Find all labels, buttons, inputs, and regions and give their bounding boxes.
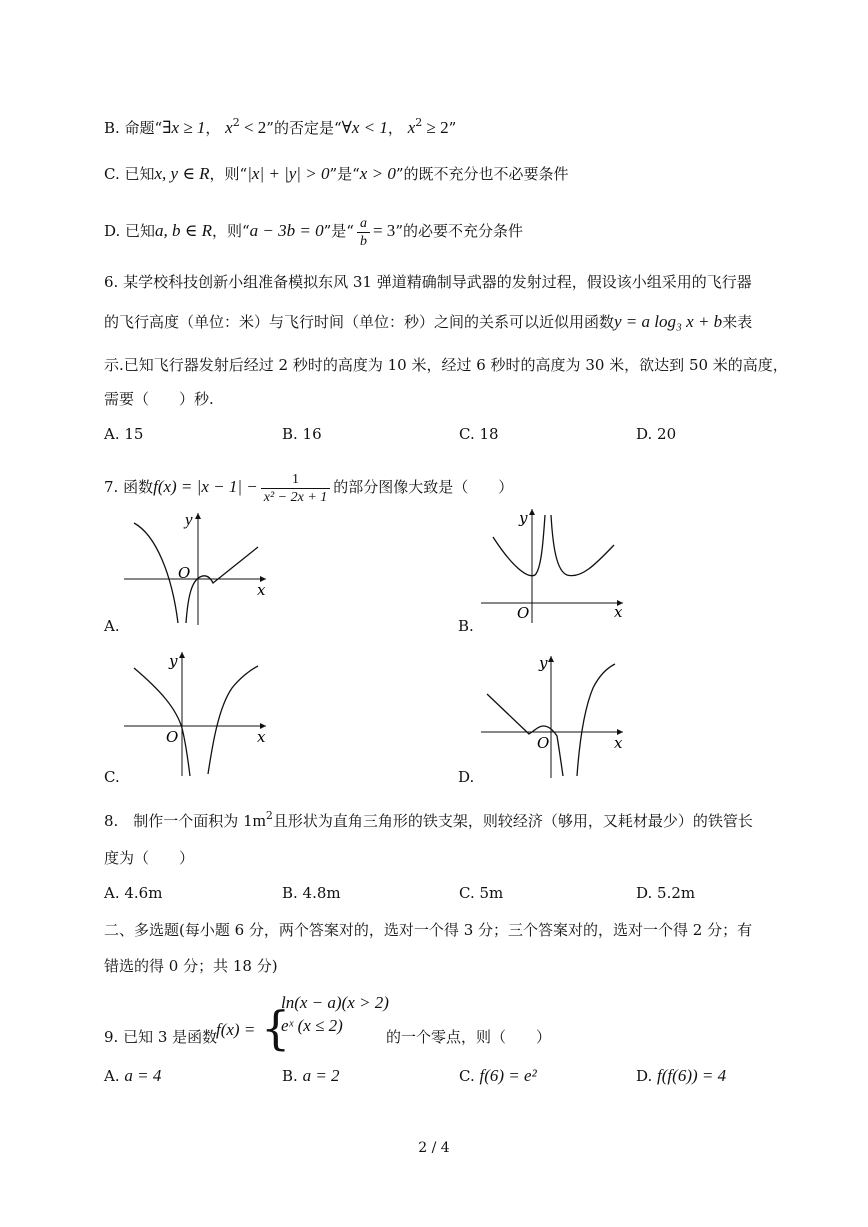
- q9-case1: ln(x − a)(x > 2): [281, 993, 389, 1012]
- q8-option-a: A. 4.6m: [104, 884, 163, 902]
- x-axis-label: x: [257, 728, 266, 746]
- graph-d-label: D.: [458, 768, 475, 786]
- x-axis-label: x: [257, 581, 266, 599]
- origin-label: O: [537, 734, 550, 752]
- q6-text-line3: 示.已知飞行器发射后经过 2 秒时的高度为 10 米，经过 6 秒时的高度为 30 米，欲达到 50 米的高度，: [104, 356, 788, 374]
- graph-b: [477, 505, 637, 630]
- q8-text-line2: 度为（ ）: [104, 849, 195, 867]
- option-label: B. 命题“: [104, 119, 163, 137]
- graph-c: [120, 648, 280, 778]
- fraction: $\frac{a}{b}$: [357, 215, 370, 250]
- graph-b-label: B.: [458, 617, 474, 635]
- q5-option-d: D. 已知a, b ∈ R，则“a − 3b = 0”是“ $\frac{a}{b}$ = 3”的必要不充分条件: [104, 215, 523, 249]
- y-axis-label: y: [185, 510, 193, 529]
- q9-case2: eˣ (x ≤ 2): [281, 1016, 343, 1035]
- q5-option-b: B. 命题“∃x ≥ 1， $x^2 < 2$”的否定是“∀x < 1， $x^2 \ge 2$”: [104, 116, 457, 137]
- graph-a-label: A.: [104, 617, 120, 635]
- q9-option-a: A. a = 4: [104, 1066, 162, 1085]
- page-number: 2 / 4: [418, 1140, 450, 1156]
- brace: {: [261, 1001, 291, 1055]
- origin-label: O: [178, 564, 191, 582]
- section-heading-line1: 二、多选题(每小题 6 分，两个答案对的，选对一个得 3 分；三个答案对的，选对一个得 2 分；有: [104, 921, 753, 939]
- x-axis-label: x: [614, 734, 623, 752]
- q6-option-d: D. 20: [636, 425, 677, 443]
- q9-option-b: B. a = 2: [282, 1066, 340, 1085]
- graph-d: [477, 652, 637, 780]
- origin-label: O: [166, 728, 179, 746]
- fraction: $\frac{1}{\text{x² − 2x + 1}}$: [261, 471, 331, 506]
- q5-option-c: C. 已知x, y ∈ R，则“|x| + |y| > 0”是“x > 0”的既不充分也不必要条件: [104, 164, 569, 183]
- x-axis-label: x: [614, 603, 623, 621]
- q8-text-line1: 8. 制作一个面积为 $1m^2$且形状为直角三角形的铁支架，则较经济（够用，又耗材最少）的铁管长: [104, 809, 753, 830]
- q9-option-d: D. f(f(6)) = 4: [636, 1066, 727, 1085]
- section-heading-line2: 错选的得 0 分；共 18 分): [104, 957, 278, 975]
- y-axis-label: y: [539, 654, 548, 672]
- q9-prefix: 9. 已知 3 是函数: [104, 1028, 218, 1046]
- q6-text-line1: 6. 某学校科技创新小组准备模拟东风 31 弹道精确制导武器的发射过程，假设该小组采用的飞行器: [104, 273, 752, 291]
- origin-label: O: [517, 604, 530, 622]
- q8-option-d: D. 5.2m: [636, 884, 696, 902]
- q9-function: f(x) =: [216, 1020, 256, 1039]
- graph-c-label: C.: [104, 768, 120, 786]
- q6-option-c: C. 18: [459, 425, 499, 443]
- q7-question: 7. 函数f(x) = |x − 1| − $\frac{1}{\text{x² − 2x + 1}}$ 的部分图像大致是（ ）: [104, 471, 514, 505]
- q6-text-line4: 需要（ ）秒.: [104, 390, 214, 408]
- q6-text-line2: 的飞行高度（单位：米）与飞行时间（单位：秒）之间的关系可以近似用函数y = a log₃ x + b来表: [104, 312, 753, 331]
- q9-option-c: C. f(6) = e²: [459, 1066, 537, 1085]
- q9-suffix: 的一个零点，则（ ）: [386, 1028, 552, 1046]
- q8-option-c: C. 5m: [459, 884, 504, 902]
- y-axis-label: y: [519, 509, 528, 527]
- y-axis-label: y: [169, 652, 178, 670]
- q6-option-a: A. 15: [104, 425, 144, 443]
- q8-option-b: B. 4.8m: [282, 884, 341, 902]
- q6-option-b: B. 16: [282, 425, 322, 443]
- graph-a: [120, 505, 280, 630]
